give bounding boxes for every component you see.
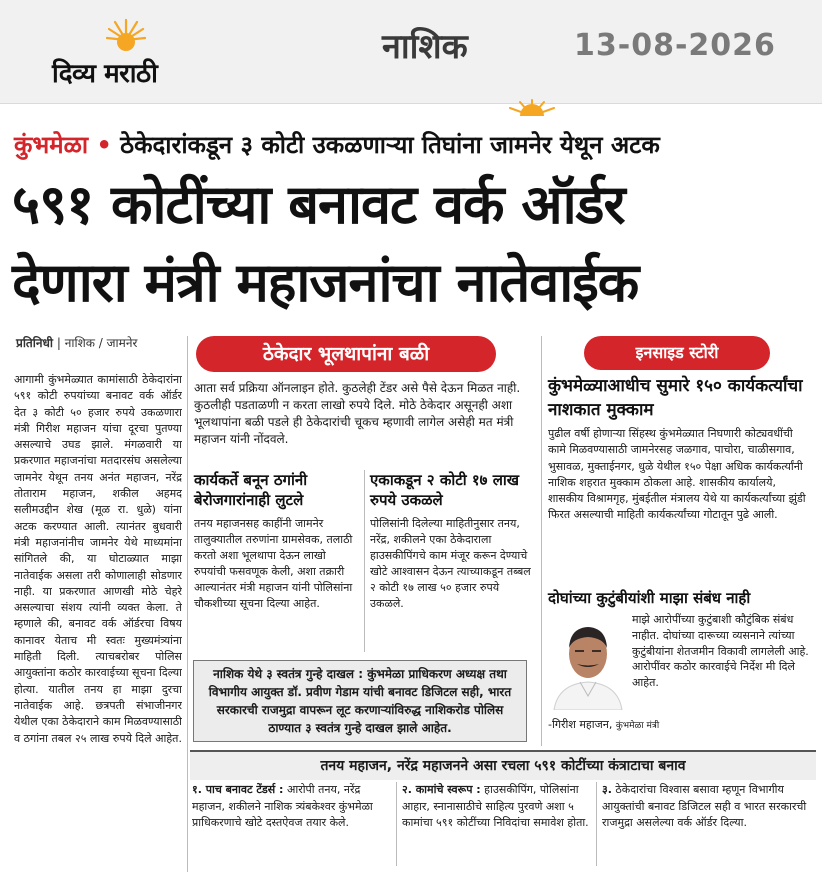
- bottom-divider: [396, 782, 397, 866]
- column-divider: [541, 336, 542, 746]
- police-cases-notice: नाशिक येथे ३ स्वतंत्र गुन्हे दाखल : कुंभमेळा प्राधिकरण अध्यक्ष तथा विभागीय आयुक्त डॉ. प्रवीण गेडाम यांची बनावट डिजिटल सही, भारत सरकारची राजमुद्रा वापरून लूट करणाऱ्यांविरुद्ध नाशिकरोड पोलिस ठाण्यात ३ स्वतंत्र गुन्हे दाखल झाले आहेत.: [193, 660, 527, 742]
- middle-intro-text: आता सर्व प्रक्रिया ऑनलाइन होते. कुठलेही टेंडर असे पैसे देऊन मिळत नाही. कुठलीही पडताळणी न करता लाखो रुपये दिले. मोठे ठेकेदार असूनही अशा भूलथापांना बळी पडले ही ठेकेदारांची चूकच म्हणावी लागेल असेही मत मंत्री महाजन यांनी नोंदवले.: [194, 381, 521, 446]
- headline-line-2: देणारा मंत्री महाजनांचा नातेवाईक: [12, 251, 639, 314]
- sunrise-icon: [500, 94, 564, 116]
- inside-story-body: पुढील वर्षी होणाऱ्या सिंहस्थ कुंभमेळ्यात निघणारी कोट्यवधींची कामे मिळवण्यासाठी जामनेरसह जळगाव, पाचोरा, चाळीसगाव, भुसावळ, मुक्ताईनगर, धुळे येथील १५० पेक्षा अधिक कार्यकर्त्यांनी नाशिक शहरात मुक्काम ठोकला आहे. शासकीय कार्यालये, शासकीय विश्रामगृह, मुंबईतील मंत्रालय येथे या कार्यकर्त्यांच्या झुंडी फिरत असल्याची माहिती कार्यकर्त्यांच्या गोटातून पुढे आली.: [548, 427, 806, 522]
- byline: [16, 334, 137, 351]
- quote-headline: दोघांच्या कुटुंबीयांशी माझा संबंध नाही: [548, 589, 751, 607]
- inside-story-headline: कुंभमेळ्याआधीच सुमारे १५० कार्यकर्त्यांचा नाशकात मुक्काम: [548, 376, 803, 420]
- masthead: [0, 0, 822, 104]
- edition-date: 13-08-2026: [574, 28, 776, 63]
- box-left-title: कार्यकर्ते बनून ठगांनी बेरोजगारांनाही लुटले: [194, 471, 308, 509]
- box-divider: [364, 470, 365, 652]
- sun-logo-icon: [106, 18, 146, 52]
- headline-line-1: ५९१ कोटींच्या बनावट वर्क ऑर्डर: [12, 173, 625, 236]
- breakdown-item-text: आरोपी तनय, नरेंद्र महाजन, शकीलने नाशिक त्र्यंबकेश्वर कुंभमेळा प्राधिकरणाचे खोटे दस्तऐवज तयार केले.: [192, 783, 373, 829]
- breakdown-item-2: [402, 782, 592, 832]
- breakdown-item-lead: १. पाच बनावट टेंडर्स :: [192, 783, 284, 796]
- minister-photo: [548, 612, 628, 710]
- section-pill: ठेकेदार भूलथापांना बळी: [196, 336, 496, 372]
- edition-name: नाशिक: [382, 27, 468, 67]
- breakdown-item-3: [602, 782, 814, 832]
- kicker-tag: कुंभमेळा •: [14, 131, 112, 159]
- box-left-body: तनय महाजनसह काहींनी जामनेर तालुक्यातील तरुणांना ग्रामसेवक, तलाठी करतो अशा भूलथापा देऊन लाखो रुपयांची फसवणूक केली, अशा तक्रारी आल्यानंतर मंत्री महाजन यांनी पोलिसांना चौकशीच्या सूचना दिल्या आहेत.: [194, 517, 353, 610]
- byline-label: प्रतिनिधी: [16, 336, 54, 350]
- inside-story-pill: इनसाइड स्टोरी: [584, 336, 770, 370]
- newspaper-logo[interactable]: [52, 18, 202, 89]
- main-article-body: आगामी कुंभमेळ्यात कामांसाठी ठेकेदारांना ५९१ कोटी रुपयांच्या बनावट वर्क ऑर्डर देत ३ कोटी ५० हजार रुपये उकळणारा मंत्री गिरीश महाजन यांचा दूरचा पुतण्या असल्याचे उघड झाले. मंगळवारी या प्रकरणात महाजनांचा मतदारसंघ असलेल्या जामनेर येथून तनय अनंत महाजन, नरेंद्र तोताराम महाजन, शकील अहमद सलीमउद्दीन शेख (मूळ रा. धुळे) यांना अटक करण्यात आली. त्यानंतर बुधवारी मंत्री महाजनांनीच जामनेर येथे माध्यमांना सांगितले की, या घोटाळ्यात माझा नातेवाईक असला तरी कोणालाही सोडणार नाही. या प्रकरणात आणखी मोठे चेहरे असल्याचा संशय त्यांनी व्यक्त केला. ते म्हणाले की, बनावट वर्क ऑर्डरचा विषय कानावर येताच मी स्वतः मुख्यमंत्र्यांना माहिती दिली. त्याचबरोबर पोलिस आयुक्तांना कठोर कारवाईच्या सूचना दिल्या होत्या. यातील तनय हा माझा दुरचा नातेवाईक आहे. छत्रपती संभाजीनगर येथील एका ठेकेदाराने काम मिळवण्यासाठी व ठगांना तबल २५ लाख रुपये दिले आहेत.: [14, 373, 182, 745]
- breakdown-item-lead: २. कामांचे स्वरूप :: [402, 783, 481, 796]
- box-right-title: एकाकडून २ कोटी १७ लाख रुपये उकळले: [370, 471, 520, 509]
- signature-name: -गिरीश महाजन,: [548, 718, 616, 731]
- kicker-text: ठेकेदारांकडून ३ कोटी उकळणाऱ्या तिघांना जामनेर येथून अटक: [111, 131, 660, 159]
- breakdown-item-1: [192, 782, 392, 832]
- breakdown-item-text: ठेकेदारांचा विश्वास बसावा म्हणून विभागीय आयुक्तांची बनावट डिजिटल सही व भारत सरकारची राजमुद्रा असलेल्या वर्क ऑर्डर दिल्या.: [602, 783, 807, 829]
- column-divider: [187, 336, 188, 872]
- box-right-body: पोलिसांनी दिलेल्या माहितीनुसार तनय, नरेंद्र, शकीलने एका ठेकेदाराला हाउसकीपिंगचे काम मंजूर करून देण्याचे खोटे आश्वासन देऊन त्याच्याकडून तब्बल २ कोटी १७ लाख ५० हजार रुपये उकळले.: [370, 517, 531, 610]
- bottom-divider: [596, 782, 597, 866]
- breakdown-item-lead: ३.: [602, 783, 612, 796]
- signature-role: कुंभमेळा मंत्री: [615, 721, 660, 731]
- scam-breakdown-title: तनय महाजन, नरेंद्र महाजनने असा रचला ५९१ कोटींच्या कंत्राटाचा बनाव: [190, 750, 816, 780]
- story-kicker: [14, 128, 660, 161]
- byline-place: | नाशिक / जामनेर: [53, 336, 138, 350]
- quote-signature: [548, 717, 659, 732]
- breakdown-item-text: हाउसकीपिंग, पोलिसांना आहार, स्नानासाठीचे साहित्य पुरवणे अशा ५ कामांचा ५९१ कोटींच्या निविदांचा समावेश होता.: [402, 783, 589, 829]
- logo-text: दिव्य मराठी: [52, 59, 158, 89]
- minister-quote: माझे आरोपींच्या कुटुंबाशी कौटुंबिक संबंध नाहीत. दोघांच्या दारूच्या व्यसनाने त्यांच्या कुटुंबीयांना शेतजमीन विकावी लागलेली आहे. आरोपींवर कठोर कारवाईचे निर्देश मी दिले आहेत.: [632, 613, 809, 690]
